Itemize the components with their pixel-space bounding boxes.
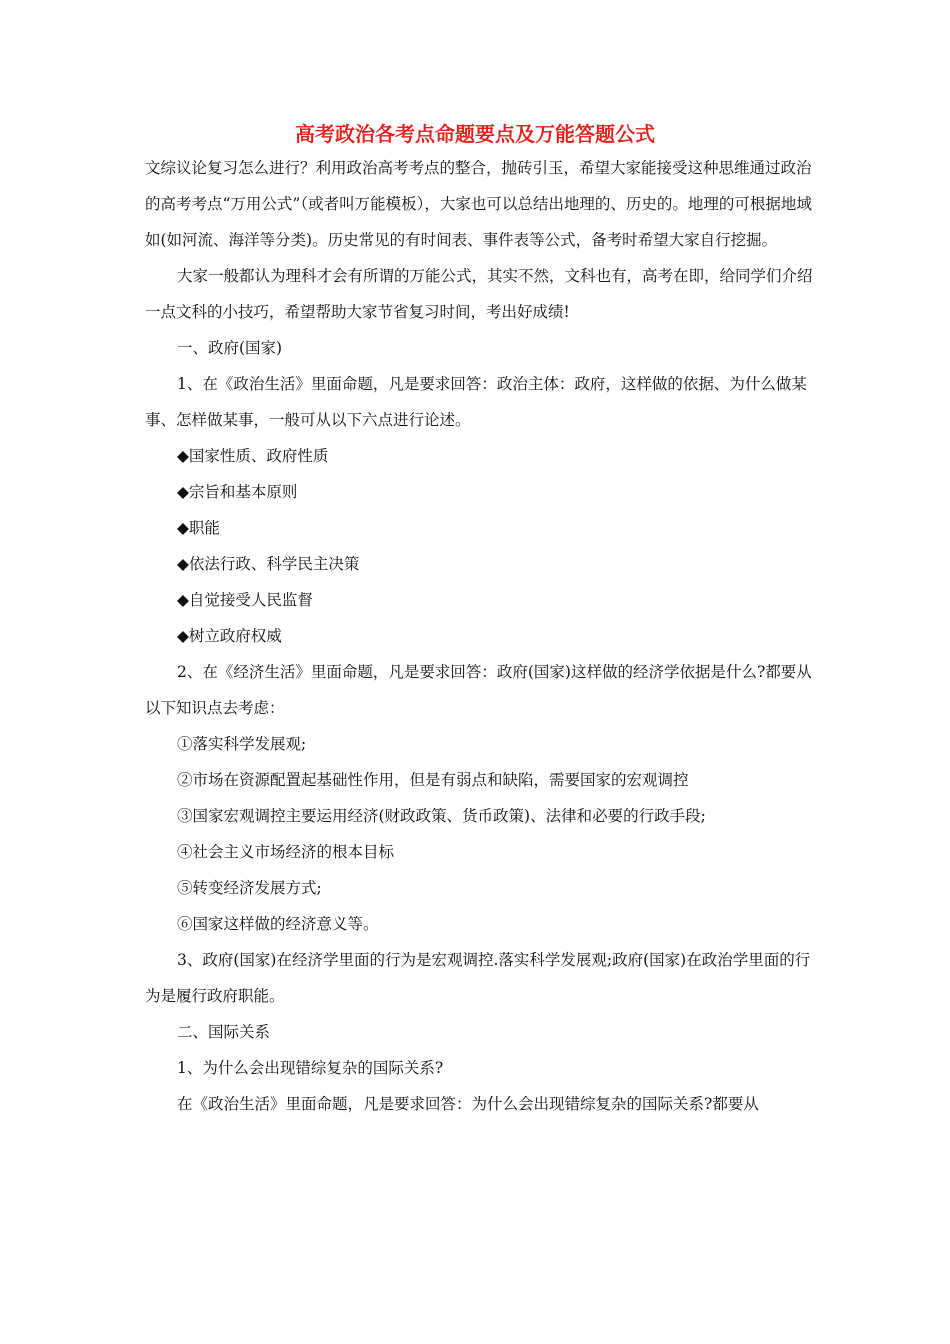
section-heading-international: 二、国际关系: [177, 1023, 271, 1041]
list-item: ⑤转变经济发展方式;: [177, 879, 322, 897]
list-item: ④社会主义市场经济的根本目标: [177, 843, 395, 861]
list-item: ③国家宏观调控主要运用经济(财政政策、货币政策)、法律和必要的行政手段;: [177, 807, 706, 825]
paragraph-intro: 文综议论复习怎么进行？利用政治高考考点的整合，抛砖引玉，希望大家能接受这种思维通过政治的高考考点“万用公式”（或者叫万能模板），大家也可以总结出地理的、历史的。地理的可根据地域如(如河流、海洋等分类)。历史常见的有时间表、事件表等公式，备考时希望大家自行挖掘。: [145, 159, 812, 249]
paragraph-political-life: 1、在《政治生活》里面命题，凡是要求回答：政治主体：政府，这样做的依据、为什么做某事、怎样做某事，一般可从以下六点进行论述。: [145, 375, 807, 429]
section-heading-government: 一、政府(国家): [177, 339, 283, 357]
list-item: ◆职能: [177, 519, 220, 537]
list-item: ◆依法行政、科学民主决策: [177, 555, 360, 573]
list-item: ②市场在资源配置起基础性作用，但是有弱点和缺陷，需要国家的宏观调控: [177, 771, 689, 789]
list-item: ◆树立政府权威: [177, 627, 282, 645]
paragraph-international-answer: 在《政治生活》里面命题，凡是要求回答：为什么会出现错综复杂的国际关系?都要从: [177, 1095, 759, 1113]
paragraph-government-behavior: 3、政府(国家)在经济学里面的行为是宏观调控.落实科学发展观;政府(国家)在政治学里面的行为是履行政府职能。: [145, 951, 811, 1005]
list-item: ⑥国家这样做的经济意义等。: [177, 915, 379, 933]
paragraph-economic-life: 2、在《经济生活》里面命题，凡是要求回答：政府(国家)这样做的经济学依据是什么?都要从以下知识点去考虑：: [145, 663, 812, 717]
paragraph-international-question: 1、为什么会出现错综复杂的国际关系?: [177, 1059, 444, 1077]
list-item: ◆自觉接受人民监督: [177, 591, 313, 609]
list-item: ①落实科学发展观;: [177, 735, 307, 753]
document-body: [145, 150, 813, 1122]
paragraph-formula-note: 大家一般都认为理科才会有所谓的万能公式，其实不然，文科也有，高考在即，给同学们介绍一点文科的小技巧，希望帮助大家节省复习时间，考出好成绩!: [145, 267, 813, 321]
list-item: ◆宗旨和基本原则: [177, 483, 298, 501]
document-title: 高考政治各考点命题要点及万能答题公式: [295, 122, 655, 146]
list-item: ◆国家性质、政府性质: [177, 447, 329, 465]
